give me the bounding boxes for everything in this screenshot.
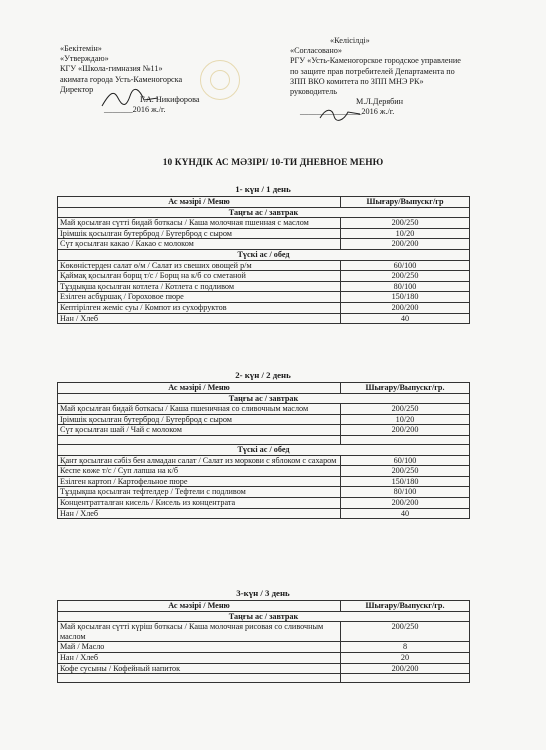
dish-output: 10/20	[341, 414, 470, 425]
meal-breakfast: Таңғы ас / завтрак	[58, 611, 470, 622]
page-title: 10 КҮНДІК АС МӘЗІРІ/ 10-ТИ ДНЕВНОЕ МЕНЮ	[162, 158, 384, 168]
table-row	[58, 466, 470, 477]
dish-output: 200/200	[341, 239, 470, 250]
dish-name: Сүт қосылған шай / Чай с молоком	[58, 425, 341, 436]
dish-name: Май қосылған сүтті күріш боткасы / Каша молочная рисовая со сливочным маслом	[58, 622, 341, 642]
dish-output: 150/180	[341, 292, 470, 303]
head-name: М.Л.Дерябин	[356, 97, 404, 107]
meal-breakfast: Таңғы ас / завтрак	[58, 393, 470, 404]
dish-name: Сүт қосылған какао / Какао с молоком	[58, 239, 341, 250]
table-row	[58, 260, 470, 271]
dish-output: 40	[341, 313, 470, 324]
dish-output: 8	[341, 642, 470, 653]
dish-output: 200/200	[341, 302, 470, 313]
table-row	[58, 455, 470, 466]
dish-name: Май қосылған сүтті бидай боткасы / Каша молочная пшенная с маслом	[58, 218, 341, 229]
day-2-table	[57, 382, 470, 519]
dish-output: 150/180	[341, 476, 470, 487]
table-row	[58, 414, 470, 425]
akimat-name: акимата города Усть-Каменогорска	[60, 74, 183, 84]
table-row	[58, 271, 470, 282]
column-header-menu: Ас мәзірі / Меню	[58, 197, 341, 208]
dish-output: 200/250	[341, 466, 470, 477]
table-row	[58, 292, 470, 303]
table-row	[58, 674, 470, 683]
day-3-title: 3-күн / 3 день	[236, 588, 290, 598]
dish-name: Қант қосылған сәбіз бен алмадан салат / Салат из моркови с яблоком с сахаром	[58, 455, 341, 466]
director-name: Г.А. Никифорова	[140, 95, 200, 105]
dish-name: Тұздықша қосылған тефтелдер / Тефтели с подливом	[58, 487, 341, 498]
meal-lunch: Түскі ас / обед	[58, 444, 470, 455]
approve-kz: «Бекітемін»	[60, 44, 102, 53]
dish-output	[341, 674, 470, 683]
school-name: КГУ «Школа-гимназия №11»	[60, 64, 163, 74]
dish-name: Май / Масло	[58, 642, 341, 653]
dish-output: 200/250	[341, 622, 470, 642]
dish-name: Қаймақ қосылған борщ т/с / Борщ на к/б со сметаной	[58, 271, 341, 282]
agency-line-2: по защите прав потребителей Департамента по	[290, 66, 455, 76]
dish-name: Езілген асбұршақ / Гороховое пюре	[58, 292, 341, 303]
table-row	[58, 302, 470, 313]
agency-line-3: ЗПП ВКО комитета по ЗПП МНЭ РК»	[290, 76, 424, 86]
dish-name: Кеспе көже т/с / Суп лапша на к/б	[58, 466, 341, 477]
column-header-output: Шығару/Выпускг/гр.	[341, 601, 470, 612]
table-row	[58, 313, 470, 324]
day-2-title: 2- күн / 2 день	[235, 370, 291, 380]
table-row	[58, 435, 470, 444]
dish-name: Көкөністерден салат ө/м / Салат из свеших овощей р/м	[58, 260, 341, 271]
director-signature	[100, 88, 160, 110]
dish-output: 200/200	[341, 425, 470, 436]
dish-output: 20	[341, 652, 470, 663]
dish-name: Ірімшік қосылған бутерброд / Бутерброд с сыром	[58, 414, 341, 425]
dish-name	[58, 435, 341, 444]
table-row	[58, 663, 470, 674]
dish-name: Ірімшік қосылған бутерброд / Бутерброд с сыром	[58, 228, 341, 239]
dish-output: 10/20	[341, 228, 470, 239]
table-row	[58, 228, 470, 239]
dish-output: 200/250	[341, 218, 470, 229]
table-row	[58, 508, 470, 519]
column-header-output: Шығару/Выпускг/гр	[341, 197, 470, 208]
table-row	[58, 239, 470, 250]
day-3-section	[57, 588, 469, 683]
approve-ru: «Утверждаю»	[60, 54, 109, 64]
table-row	[58, 218, 470, 229]
column-header-menu: Ас мәзірі / Меню	[58, 601, 341, 612]
table-row	[58, 404, 470, 415]
table-row	[58, 652, 470, 663]
dish-output: 60/100	[341, 455, 470, 466]
day-1-table	[57, 196, 470, 324]
agree-kz: «Келісілді»	[330, 36, 370, 45]
seal-icon	[200, 60, 240, 100]
dish-output: 200/250	[341, 271, 470, 282]
dish-name: Нан / Хлеб	[58, 313, 341, 324]
dish-output	[341, 435, 470, 444]
dish-name: Кептірілген жеміс суы / Компот из сухофруктов	[58, 302, 341, 313]
column-header-menu: Ас мәзірі / Меню	[58, 383, 341, 394]
dish-name: Тұздықша қосылған котлета / Котлета с подливом	[58, 281, 341, 292]
head-signature	[318, 106, 362, 122]
agree-date: _______________2016 ж./г.	[300, 107, 395, 117]
dish-output: 80/100	[341, 487, 470, 498]
dish-name: Езілген картоп / Картофельное пюре	[58, 476, 341, 487]
meal-breakfast: Таңғы ас / завтрак	[58, 207, 470, 218]
dish-name: Нан / Хлеб	[58, 652, 341, 663]
day-2-section	[57, 370, 469, 519]
table-row	[58, 425, 470, 436]
dish-name: Нан / Хлеб	[58, 508, 341, 519]
dish-output: 80/100	[341, 281, 470, 292]
dish-output: 200/250	[341, 404, 470, 415]
agency-line-1: РГУ «Усть-Каменогорское городское управление	[290, 56, 461, 66]
day-3-table	[57, 600, 470, 683]
column-header-output: Шығару/Выпускг/гр.	[341, 383, 470, 394]
day-1-title: 1- күн / 1 день	[235, 184, 291, 194]
dish-name	[58, 674, 341, 683]
dish-output: 40	[341, 508, 470, 519]
dish-name: Май қосылған бидай боткасы / Каша пшеничная со сливочным маслом	[58, 404, 341, 415]
table-row	[58, 476, 470, 487]
head-label: руководитель	[290, 87, 337, 97]
agree-ru: «Согласовано»	[290, 46, 342, 56]
table-row	[58, 497, 470, 508]
table-row	[58, 487, 470, 498]
director-label: Директор	[60, 84, 94, 94]
dish-name: Кофе сусыны / Кофейный напиток	[58, 663, 341, 674]
approve-date: _______2016 ж./г.	[104, 105, 166, 115]
dish-output: 200/200	[341, 497, 470, 508]
meal-lunch: Түскі ас / обед	[58, 249, 470, 260]
table-row	[58, 281, 470, 292]
day-1-section	[57, 184, 469, 324]
dish-name: Концентратталған кисель / Кисель из концентрата	[58, 497, 341, 508]
table-row	[58, 622, 470, 642]
dish-output: 60/100	[341, 260, 470, 271]
table-row	[58, 642, 470, 653]
dish-output: 200/200	[341, 663, 470, 674]
